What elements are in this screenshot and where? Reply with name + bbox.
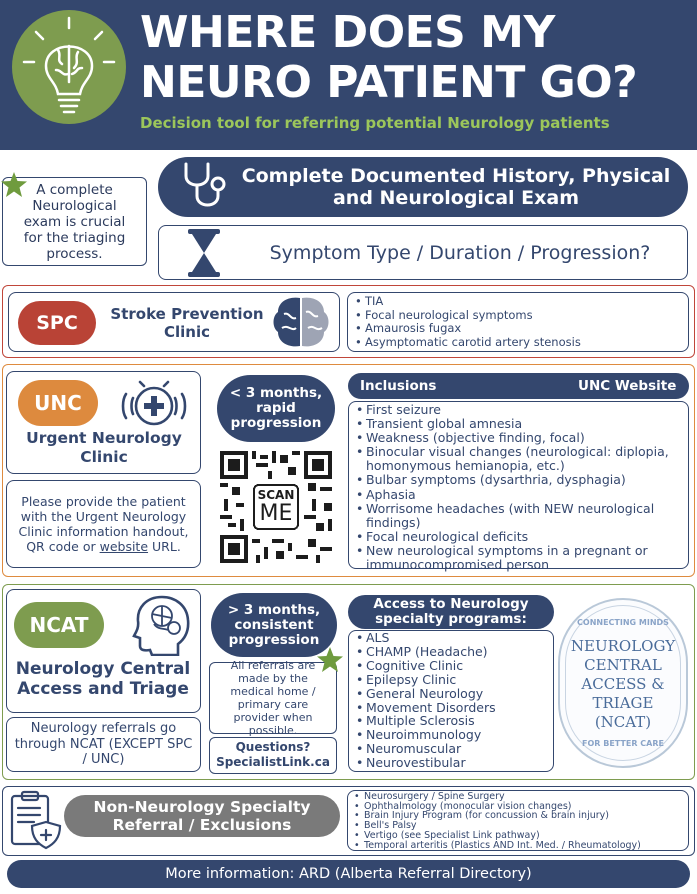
- list-item: • Binocular visual changes (neurological: diplopia, homonymous hemianopia, etc.): [355, 445, 682, 473]
- inclusions-label: Inclusions: [360, 378, 437, 394]
- list-item: • First seizure: [355, 403, 682, 417]
- unc-instructions-text: [15, 494, 192, 554]
- title-line-1: WHERE DOES MY: [140, 7, 555, 58]
- specialist-link[interactable]: SpecialistLink.ca: [216, 755, 330, 769]
- list-item: • Bulbar symptoms (dysarthria, dysphagia): [355, 473, 682, 487]
- non-neuro-label: Non-Neurology Specialty Referral / Exclusions: [64, 795, 340, 837]
- unc-instructions: [6, 480, 201, 568]
- list-item: • Brain Injury Program (for concussion & brain injury): [353, 811, 683, 821]
- ncat-name: Neurology Central Access and Triage: [15, 658, 191, 699]
- unc-website-link-header[interactable]: UNC Website: [578, 378, 677, 394]
- footer-text: More information: ARD (Alberta Referral Directory): [165, 866, 532, 882]
- questions-label: Questions?: [235, 740, 311, 754]
- ncat-programs-list: [355, 631, 547, 770]
- list-item: • Neuroimmunology: [355, 728, 547, 742]
- list-item: • Cognitive Clinic: [355, 659, 547, 673]
- ncat-seal: [558, 598, 688, 768]
- questions-box: [209, 737, 337, 774]
- list-item: • Temporal arteritis (Plastics AND Int. Med. / Rheumatology): [353, 841, 683, 851]
- ncat-programs-header: Access to Neurology specialty programs:: [348, 595, 554, 629]
- page-title: [140, 8, 637, 108]
- star-icon: [316, 646, 344, 674]
- unc-website-link[interactable]: website: [99, 539, 149, 554]
- star-icon: [0, 171, 28, 199]
- list-item: • Aphasia: [355, 488, 682, 502]
- ncat-referral-source-text: All referrals are made by the medical home / primary care provider when possible.: [230, 659, 316, 737]
- unc-instructions-post: URL.: [152, 539, 181, 554]
- unc-instructions-pre: Please provide the patient with the Urgent Neurology Clinic information handout, QR code or: [18, 494, 189, 554]
- head-profile-icon: [132, 594, 190, 656]
- list-item: • Vertigo (see Specialist Link pathway): [353, 831, 683, 841]
- alarm-clock-icon: [118, 378, 190, 430]
- list-item: • Movement Disorders: [355, 701, 547, 715]
- ncat-seal-top-text: CONNECTING MINDS: [577, 617, 669, 627]
- list-item: • Neuromuscular: [355, 742, 547, 756]
- list-item: • Amaurosis fugax: [354, 322, 682, 336]
- list-item: • New neurological symptoms in a pregnant or immunocompromised person: [355, 544, 682, 572]
- list-item: • CHAMP (Headache): [355, 645, 547, 659]
- page-subtitle: Decision tool for referring potential Neurology patients: [140, 114, 610, 132]
- list-item: • ALS: [355, 631, 547, 645]
- list-item: • Epilepsy Clinic: [355, 673, 547, 687]
- qr-code[interactable]: [220, 451, 332, 563]
- list-item: • Bell's Palsy: [353, 821, 683, 831]
- footer-bar: [7, 860, 690, 888]
- list-item: • General Neurology: [355, 687, 547, 701]
- ncat-referral-note-text: Neurology referrals go through NCAT (EXCEPT SPC / UNC): [14, 721, 193, 768]
- unc-name: Urgent Neurology Clinic: [26, 429, 182, 466]
- spc-name: Stroke Prevention Clinic: [110, 305, 264, 341]
- ncat-referral-note: [6, 717, 201, 772]
- symptom-label: Symptom Type / Duration / Progression?: [269, 241, 651, 264]
- ncat-timeframe: > 3 months, consistent progression: [211, 593, 337, 657]
- ncat-seal-main-text: NEUROLOGY CENTRAL ACCESS & TRIAGE (NCAT): [570, 636, 676, 731]
- qr-scan-label: SCAN: [257, 487, 295, 502]
- list-item: • Worrisome headaches (with NEW neurological findings): [355, 502, 682, 530]
- qr-me-label: ME: [259, 500, 293, 526]
- non-neuro-list-box: [347, 790, 689, 851]
- hourglass-icon: [186, 228, 222, 278]
- stethoscope-icon: [178, 160, 234, 214]
- history-label: Complete Documented History, Physical and Neurological Exam: [241, 165, 671, 209]
- non-neuro-list: [353, 792, 683, 850]
- unc-timeframe: < 3 months, rapid progression: [217, 375, 335, 442]
- list-item: • Neurosurgery / Spine Surgery: [353, 792, 683, 802]
- list-item: • Neurovestibular: [355, 756, 547, 770]
- title-line-2: NEURO PATIENT GO?: [140, 57, 638, 108]
- list-item: • Weakness (objective finding, focal): [355, 431, 682, 445]
- spc-badge: SPC: [18, 301, 96, 345]
- clipboard-shield-icon: [8, 790, 64, 850]
- list-item: • Asymptomatic carotid artery stenosis: [354, 336, 682, 350]
- list-item: • Transient global amnesia: [355, 417, 682, 431]
- exam-note-text: A complete Neurological exam is crucial for the triaging process.: [23, 181, 126, 262]
- brain-icon: [268, 294, 334, 350]
- unc-inclusions-list: [355, 403, 682, 572]
- spc-list-box: [347, 292, 689, 352]
- list-item: • Focal neurological deficits: [355, 530, 682, 544]
- logo-circle: [12, 10, 126, 124]
- list-item: • Focal neurological symptoms: [354, 309, 682, 323]
- list-item: • Ophthalmology (monocular vision changes): [353, 802, 683, 812]
- ncat-seal-bottom-text: FOR BETTER CARE: [582, 738, 664, 748]
- list-item: • Multiple Sclerosis: [355, 714, 547, 728]
- unc-badge: UNC: [18, 380, 98, 426]
- ncat-programs-box: [348, 630, 554, 772]
- lightbulb-brain-icon: [12, 10, 126, 124]
- ncat-badge: NCAT: [14, 602, 104, 648]
- spc-list: [354, 295, 682, 349]
- list-item: • TIA: [354, 295, 682, 309]
- unc-list-box: [348, 401, 689, 573]
